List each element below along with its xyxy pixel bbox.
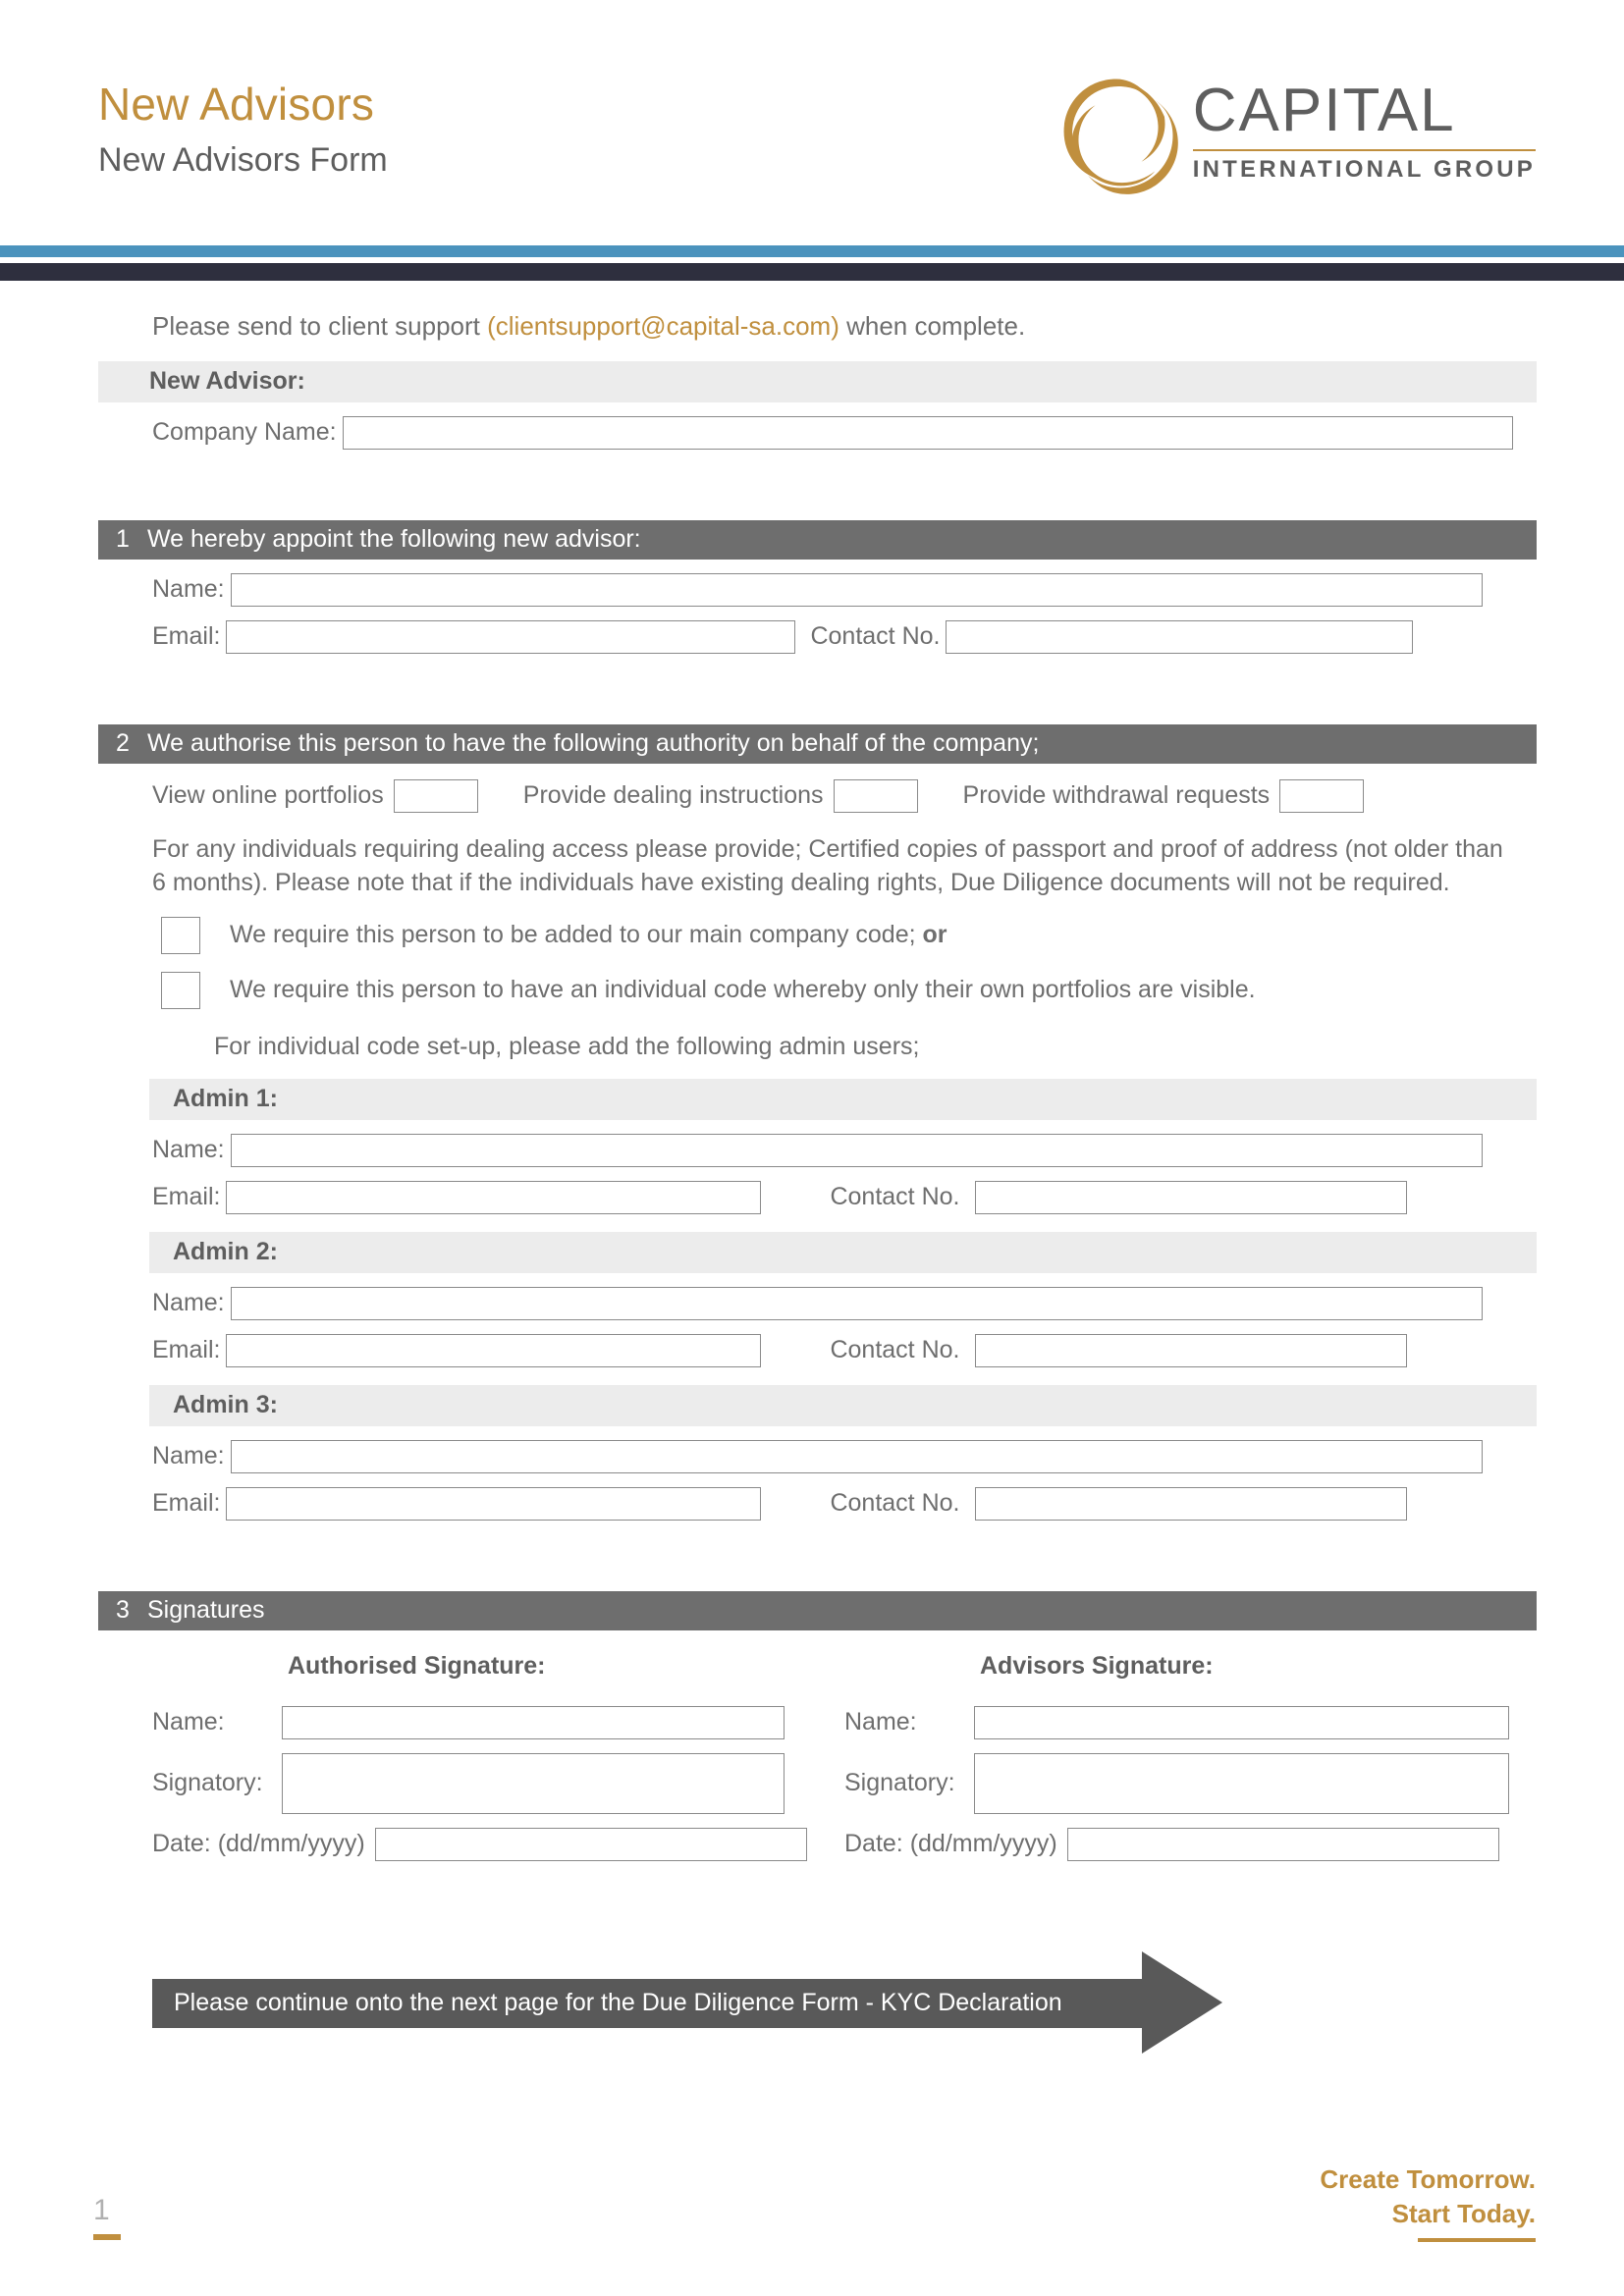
section-3-title: Signatures — [147, 1596, 265, 1625]
admin-2-email-input[interactable] — [226, 1334, 761, 1367]
authority-view-portfolios-label: View online portfolios — [152, 781, 384, 810]
authorised-name-label: Name: — [152, 1708, 225, 1736]
admin-2-name-row — [152, 1287, 1537, 1320]
section-2-number: 2 — [116, 729, 130, 758]
company-name-row — [152, 416, 1537, 450]
document-header — [0, 0, 1624, 245]
signature-columns — [152, 1652, 1537, 1861]
signatures-body — [152, 1652, 1537, 1861]
admin-3-email-contact-row — [152, 1487, 1537, 1521]
authorised-signatory-row — [152, 1753, 844, 1814]
tagline-line-2: Start Today. — [1391, 2199, 1536, 2229]
intro-after: when complete. — [839, 311, 1026, 341]
advisors-signatory-input[interactable] — [974, 1753, 1509, 1814]
advisors-signature-column — [844, 1652, 1537, 1861]
intro-text — [152, 310, 1624, 344]
company-code-checkbox-label — [230, 921, 947, 949]
section-3-number: 3 — [116, 1596, 130, 1625]
authority-dealing-instructions-input[interactable] — [834, 779, 918, 813]
admin-2-email-contact-row — [152, 1334, 1537, 1367]
page-subtitle: New Advisors Form — [98, 141, 388, 180]
spacer — [98, 1061, 1537, 1079]
brand-tagline — [1320, 2163, 1536, 2242]
advisor-contact-input[interactable] — [946, 620, 1413, 654]
admin-1-name-input[interactable] — [231, 1134, 1483, 1167]
advisors-date-row — [844, 1828, 1537, 1861]
authorised-date-input[interactable] — [375, 1828, 807, 1861]
advisors-date-label: Date: (dd/mm/yyyy) — [844, 1830, 1057, 1858]
authority-row — [152, 779, 1537, 813]
header-blue-band — [0, 245, 1624, 257]
authorised-signature-column — [152, 1652, 844, 1861]
admin-2-contact-input[interactable] — [975, 1334, 1407, 1367]
spacer — [98, 1521, 1537, 1591]
admin-2-contact-label: Contact No. — [830, 1336, 960, 1364]
section-1-fields — [152, 573, 1537, 654]
admin-3-band — [149, 1385, 1537, 1426]
authorised-signatory-input[interactable] — [282, 1753, 785, 1814]
section-2-header — [98, 724, 1537, 764]
advisors-name-input[interactable] — [974, 1706, 1509, 1739]
title-block — [98, 80, 388, 179]
admin-2-band — [149, 1232, 1537, 1273]
admin-3-email-label: Email: — [152, 1489, 221, 1518]
admin-1-fields — [152, 1134, 1537, 1214]
capital-international-group-logo — [1054, 71, 1536, 196]
authority-withdrawal-requests-label: Provide withdrawal requests — [962, 781, 1271, 810]
admin-2-band-label: Admin 2: — [173, 1238, 278, 1266]
advisor-email-input[interactable] — [226, 620, 795, 654]
admin-1-contact-label: Contact No. — [830, 1183, 960, 1211]
company-code-or: or — [922, 921, 947, 949]
advisors-signatory-label: Signatory: — [844, 1769, 955, 1797]
admin-3-name-label: Name: — [152, 1442, 225, 1470]
admin-1-email-input[interactable] — [226, 1181, 761, 1214]
new-advisor-fields — [152, 416, 1537, 450]
advisors-name-row — [844, 1706, 1537, 1739]
new-advisor-band — [98, 361, 1537, 402]
advisor-email-contact-row — [152, 620, 1537, 654]
header-navy-band — [0, 263, 1624, 281]
authority-withdrawal-requests-input[interactable] — [1279, 779, 1364, 813]
tagline-line-1: Create Tomorrow. — [1320, 2164, 1536, 2194]
admin-1-band-label: Admin 1: — [173, 1085, 278, 1113]
company-name-input[interactable] — [343, 416, 1513, 450]
admin-3-email-input[interactable] — [226, 1487, 761, 1521]
company-code-checkbox[interactable] — [161, 917, 200, 954]
authority-withdrawal-requests — [963, 779, 1365, 813]
admin-1-name-label: Name: — [152, 1136, 225, 1164]
advisor-email-label: Email: — [152, 622, 221, 651]
authorised-name-row — [152, 1706, 844, 1739]
logo-text — [1193, 71, 1536, 182]
authorised-signature-heading: Authorised Signature: — [288, 1651, 546, 1680]
company-name-label: Company Name: — [152, 418, 337, 447]
intro-before: Please send to client support — [152, 311, 488, 341]
continue-banner — [152, 1951, 1242, 2054]
individual-code-checkbox-label: We require this person to have an individual code whereby only their own portfolios are visible. — [230, 976, 1256, 1004]
advisors-name-label: Name: — [844, 1708, 917, 1736]
form-container — [98, 344, 1537, 1861]
advisor-name-label: Name: — [152, 575, 225, 604]
admin-users-note: For individual code set-up, please add the following admin users; — [214, 1032, 920, 1060]
section-2-body — [152, 779, 1537, 1061]
section-1-number: 1 — [116, 525, 130, 554]
section-1-title: We hereby appoint the following new advisor: — [147, 525, 641, 554]
admin-1-contact-input[interactable] — [975, 1181, 1407, 1214]
continue-banner-text: Please continue onto the next page for the Due Diligence Form - KYC Declaration — [174, 1989, 1062, 2017]
authorised-date-row — [152, 1828, 844, 1861]
admin-3-name-input[interactable] — [231, 1440, 1483, 1473]
authority-dealing-instructions — [523, 779, 918, 813]
section-1-header — [98, 520, 1537, 560]
admin-2-fields — [152, 1287, 1537, 1367]
arrow-right-icon — [1142, 1951, 1222, 2054]
advisor-contact-label: Contact No. — [810, 622, 941, 651]
admin-2-email-label: Email: — [152, 1336, 221, 1364]
authority-dealing-instructions-label: Provide dealing instructions — [522, 781, 824, 810]
admin-1-email-label: Email: — [152, 1183, 221, 1211]
spacer — [98, 344, 1537, 361]
authority-view-portfolios-input[interactable] — [394, 779, 478, 813]
page-title: New Advisors — [98, 79, 375, 130]
authority-view-portfolios — [152, 779, 478, 813]
admin-2-name-input[interactable] — [231, 1287, 1483, 1320]
authorised-name-input[interactable] — [282, 1706, 785, 1739]
document-body — [0, 294, 1624, 2054]
admin-1-band — [149, 1079, 1537, 1120]
spacer — [98, 654, 1537, 724]
authorised-date-label: Date: (dd/mm/yyyy) — [152, 1830, 365, 1858]
company-code-text: We require this person to be added to our main company code; — [230, 921, 923, 949]
client-support-email-link[interactable]: (clientsupport@capital-sa.com) — [487, 311, 839, 341]
company-code-checkbox-row — [152, 917, 1537, 954]
admin-3-band-label: Admin 3: — [173, 1391, 278, 1419]
advisors-signature-heading: Advisors Signature: — [980, 1651, 1214, 1680]
advisor-name-input[interactable] — [231, 573, 1483, 607]
admin-3-contact-input[interactable] — [975, 1487, 1407, 1521]
capital-swirl-icon — [1054, 71, 1183, 196]
logo-wordmark: CAPITAL — [1192, 77, 1456, 144]
spacer — [98, 450, 1537, 520]
dealing-access-paragraph: For any individuals requiring dealing access please provide; Certified copies of passport and proof of address (not older than 6 months). Please note that if the individuals have existing dealing rights, Due Diligence documents will not be required. — [152, 834, 1503, 896]
authorised-signatory-label: Signatory: — [152, 1769, 263, 1797]
logo-divider — [1193, 149, 1536, 151]
new-advisor-band-label: New Advisor: — [149, 367, 305, 396]
spacer — [98, 1367, 1537, 1385]
page-number-rule — [93, 2234, 121, 2240]
admin-1-email-contact-row — [152, 1181, 1537, 1214]
individual-code-checkbox-row — [152, 972, 1537, 1009]
advisor-name-row — [152, 573, 1537, 607]
admin-3-contact-label: Contact No. — [830, 1489, 960, 1518]
page-number: 1 — [93, 2194, 110, 2226]
admin-3-fields — [152, 1440, 1537, 1521]
individual-code-checkbox[interactable] — [161, 972, 200, 1009]
admin-1-name-row — [152, 1134, 1537, 1167]
section-2-title: We authorise this person to have the following authority on behalf of the company; — [147, 729, 1040, 758]
tagline-rule — [1418, 2238, 1536, 2242]
advisors-signatory-row — [844, 1753, 1537, 1814]
logo-tagline: INTERNATIONAL GROUP — [1192, 155, 1536, 183]
admin-3-name-row — [152, 1440, 1537, 1473]
advisors-date-input[interactable] — [1067, 1828, 1499, 1861]
spacer — [98, 1214, 1537, 1232]
admin-2-name-label: Name: — [152, 1289, 225, 1317]
section-3-header — [98, 1591, 1537, 1630]
